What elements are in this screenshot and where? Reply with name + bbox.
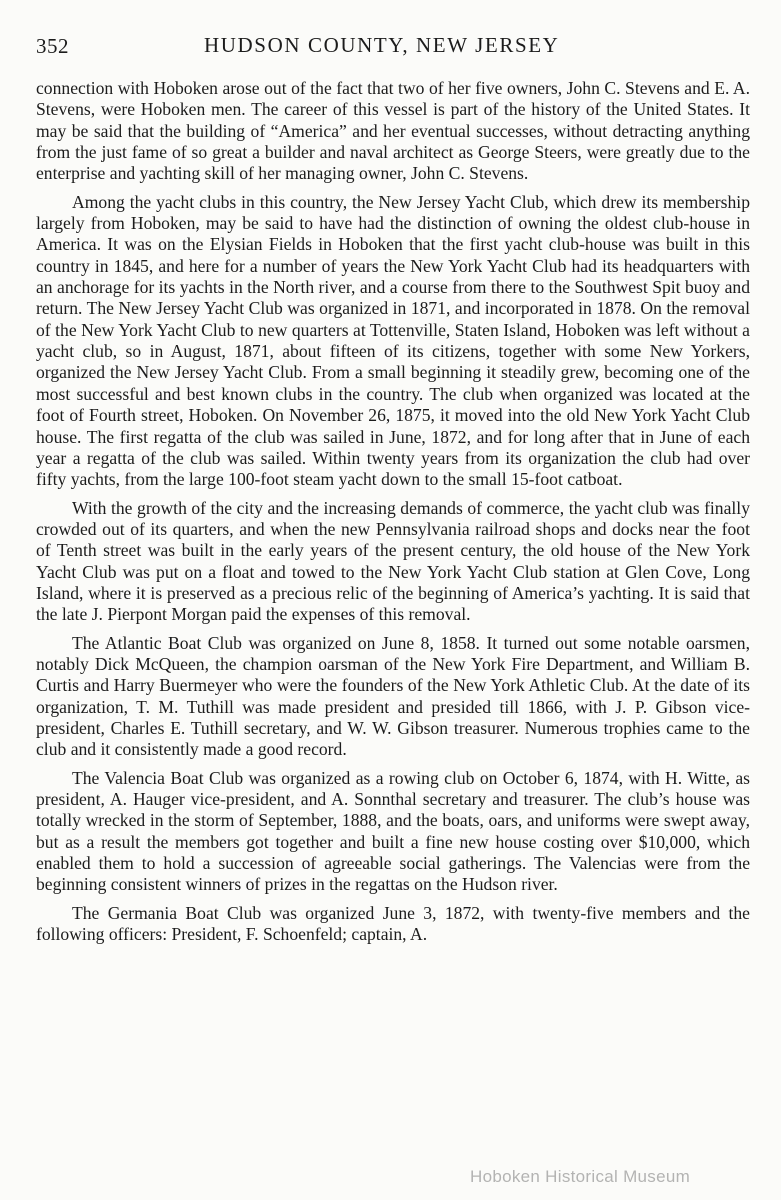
- paragraph-germania-boat-club: The Germania Boat Club was organized June 3, 1872, with twenty-five members and the following officers: President, F. Schoenfeld; captain, A.: [36, 902, 750, 945]
- paragraph-new-jersey-yacht-club: Among the yacht clubs in this country, the New Jersey Yacht Club, which drew its membership largely from Hoboken, may be said to have had the distinction of owning the oldest club-house in America. It was on the Elysian Fields in Hoboken that the first yacht club-house was built in this country in 1845, and here for a number of years the New York Yacht Club had its headquarters with an anchorage for its yachts in the North river, and a course from there to the Southwest Spit buoy and return. The New Jersey Yacht Club was organized in 1871, and incorporated in 1878. On the removal of the New York Yacht Club to new quarters at Tottenville, Staten Island, Hoboken was left without a yacht club, so in August, 1871, about fifteen of its citizens, together with some New Yorkers, organized the New Jersey Yacht Club. From a small beginning it steadily grew, becoming one of the most successful and best known clubs in the country. The club when organized was located at the foot of Fourth street, Hoboken. On November 26, 1875, it moved into the old New York Yacht Club house. The first regatta of the club was sailed in June, 1872, and for long after that in June of each year a regatta of the club was sailed. Within twenty years from its organization the club had over fifty yachts, from the large 100-foot steam yacht down to the small 15-foot catboat.: [36, 191, 750, 490]
- museum-watermark: Hoboken Historical Museum: [470, 1167, 691, 1186]
- page-number: 352: [36, 34, 69, 58]
- paragraph-continuation: connection with Hoboken arose out of the fact that two of her five owners, John C. Stevens and E. A. Stevens, were Hoboken men. The career of this vessel is part of the history of the United States. It may be said that the building of “America” and her eventual successes, without detracting anything from the just fame of so great a builder and naval architect as George Steers, were greatly due to the enterprise and yachting skill of her managing owner, John C. Stevens.: [36, 78, 750, 184]
- running-title: HUDSON COUNTY, NEW JERSEY: [204, 33, 560, 57]
- paragraph-club-removal: With the growth of the city and the increasing demands of commerce, the yacht club was finally crowded out of its quarters, and when the new Pennsylvania railroad shops and docks near the foot of Tenth street was built in the early years of the present century, the old house of the New York Yacht Club was put on a float and towed to the New York Yacht Club station at Glen Cove, Long Island, where it is preserved as a precious relic of the beginning of America’s yachting. It is said that the late J. Pierpont Morgan paid the expenses of this removal.: [36, 497, 750, 625]
- paragraph-valencia-boat-club: The Valencia Boat Club was organized as a rowing club on October 6, 1874, with H. Witte, as president, A. Hauger vice-president, and A. Sonnthal secretary and treasurer. The club’s house was totally wrecked in the storm of September, 1888, and the boats, oars, and uniforms were swept away, but as a result the members got together and built a fine new house costing over $10,000, which enabled them to hold a succession of agreeable social gatherings. The Valencias were from the beginning consistent winners of prizes in the regattas on the Hudson river.: [36, 767, 750, 895]
- paragraph-atlantic-boat-club: The Atlantic Boat Club was organized on June 8, 1858. It turned out some notable oarsmen, notably Dick McQueen, the champion oarsman of the New York Fire Department, and William B. Curtis and Harry Buermeyer who were the founders of the New York Athletic Club. At the date of its organization, T. M. Tuthill was made president and presided till 1866, with J. P. Gibson vice-president, Charles E. Tuthill secretary, and W. W. Gibson treasurer. Numerous trophies came to the club and it consistently made a good record.: [36, 632, 750, 760]
- body-text: [36, 78, 750, 952]
